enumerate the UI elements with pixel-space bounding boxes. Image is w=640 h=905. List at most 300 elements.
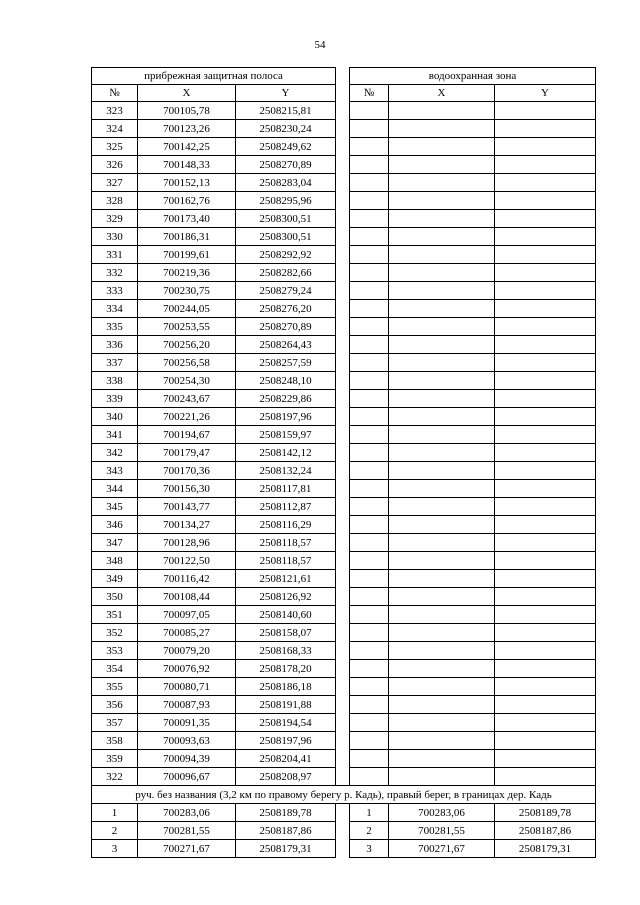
table-row [92,534,596,552]
empty-cell [389,264,495,282]
y-coordinate-cell: 2508159,97 [236,426,336,444]
column-gap [336,68,350,85]
x-coordinate-cell: 700281,55 [138,822,236,840]
empty-cell [350,732,389,750]
x-coordinate-cell: 700283,06 [389,804,495,822]
y-coordinate-cell: 2508270,89 [236,318,336,336]
empty-cell [350,534,389,552]
empty-cell [495,660,596,678]
empty-cell [389,228,495,246]
empty-cell [495,120,596,138]
column-gap [336,714,350,732]
x-coordinate-cell: 700097,05 [138,606,236,624]
empty-cell [495,102,596,120]
empty-cell [389,768,495,786]
point-number-cell: 338 [92,372,138,390]
page-number: 54 [314,39,326,51]
x-coordinate-cell: 700142,25 [138,138,236,156]
column-gap [336,462,350,480]
empty-cell [389,696,495,714]
x-coordinate-cell: 700230,75 [138,282,236,300]
empty-cell [350,354,389,372]
point-number-cell: 356 [92,696,138,714]
empty-cell [389,156,495,174]
point-number-cell: 336 [92,336,138,354]
empty-cell [350,102,389,120]
table-row [92,552,596,570]
empty-cell [495,174,596,192]
empty-cell [495,300,596,318]
empty-cell [495,498,596,516]
x-coordinate-cell: 700162,76 [138,192,236,210]
point-number-cell: 335 [92,318,138,336]
table-row [92,246,596,264]
y-coordinate-cell: 2508191,88 [236,696,336,714]
empty-cell [350,444,389,462]
empty-cell [495,624,596,642]
table-row [92,264,596,282]
column-gap [336,822,350,840]
point-number-cell: 348 [92,552,138,570]
empty-cell [495,444,596,462]
empty-cell [350,228,389,246]
empty-cell [350,696,389,714]
x-coordinate-cell: 700122,50 [138,552,236,570]
x-coordinate-cell: 700173,40 [138,210,236,228]
point-number-cell: 358 [92,732,138,750]
x-coordinate-cell: 700094,39 [138,750,236,768]
empty-cell [350,300,389,318]
left-section-title: прибрежная защитная полоса [92,68,336,85]
x-coordinate-cell: 700076,92 [138,660,236,678]
x-coordinate-cell: 700105,78 [138,102,236,120]
table-row [92,570,596,588]
x-coordinate-cell: 700116,42 [138,570,236,588]
empty-cell [389,426,495,444]
y-coordinate-cell: 2508230,24 [236,120,336,138]
y-coordinate-cell: 2508300,51 [236,228,336,246]
point-number-cell: 359 [92,750,138,768]
y-coordinate-cell: 2508116,29 [236,516,336,534]
x-coordinate-cell: 700256,58 [138,354,236,372]
table-row [92,426,596,444]
empty-cell [389,534,495,552]
column-gap [336,102,350,120]
point-number-cell: 326 [92,156,138,174]
y-coordinate-cell: 2508158,07 [236,624,336,642]
empty-cell [389,192,495,210]
empty-cell [495,696,596,714]
table-row [92,444,596,462]
point-number-cell: 1 [350,804,389,822]
empty-cell [495,714,596,732]
y-coordinate-cell: 2508187,86 [236,822,336,840]
column-gap [336,534,350,552]
point-number-cell: 350 [92,588,138,606]
empty-cell [350,264,389,282]
point-number-cell: 351 [92,606,138,624]
x-coordinate-cell: 700179,47 [138,444,236,462]
empty-cell [495,336,596,354]
table-row [92,282,596,300]
x-coordinate-cell: 700186,31 [138,228,236,246]
empty-cell [350,624,389,642]
point-number-cell: 330 [92,228,138,246]
empty-cell [389,444,495,462]
column-gap [336,192,350,210]
table-row [92,768,596,786]
empty-cell [389,678,495,696]
empty-cell [389,120,495,138]
section-title: руч. без названия (3,2 км по правому берегу р. Кадь), правый берег, в границах дер. Кадь [92,786,596,804]
y-coordinate-cell: 2508249,62 [236,138,336,156]
column-gap [336,210,350,228]
column-gap [336,570,350,588]
y-coordinate-cell: 2508282,66 [236,264,336,282]
column-gap [336,228,350,246]
column-gap [336,156,350,174]
empty-cell [495,156,596,174]
column-gap [336,85,350,102]
empty-cell [389,462,495,480]
empty-cell [350,498,389,516]
empty-cell [389,552,495,570]
empty-cell [350,282,389,300]
y-coordinate-cell: 2508292,92 [236,246,336,264]
empty-cell [389,714,495,732]
column-gap [336,678,350,696]
empty-cell [389,480,495,498]
column-gap [336,408,350,426]
empty-cell [495,192,596,210]
empty-cell [389,282,495,300]
x-coordinate-cell: 700271,67 [138,840,236,858]
empty-cell [350,408,389,426]
column-gap [336,606,350,624]
table-row [92,156,596,174]
point-number-cell: 349 [92,570,138,588]
empty-cell [389,408,495,426]
table-row [92,750,596,768]
y-coordinate-cell: 2508179,31 [236,840,336,858]
y-coordinate-cell: 2508197,96 [236,732,336,750]
x-coordinate-cell: 700134,27 [138,516,236,534]
empty-cell [389,372,495,390]
column-gap [336,480,350,498]
point-number-cell: 331 [92,246,138,264]
y-coordinate-cell: 2508295,96 [236,192,336,210]
empty-cell [495,462,596,480]
table-row [92,318,596,336]
table-row [92,336,596,354]
y-coordinate-cell: 2508112,87 [236,498,336,516]
empty-cell [495,570,596,588]
column-gap [336,390,350,408]
x-coordinate-cell: 700271,67 [389,840,495,858]
empty-cell [389,606,495,624]
point-number-cell: 346 [92,516,138,534]
empty-cell [495,318,596,336]
table-row [92,714,596,732]
table-row [92,372,596,390]
x-coordinate-cell: 700219,36 [138,264,236,282]
right-col-no-header: № [350,85,389,102]
column-gap [336,264,350,282]
x-coordinate-cell: 700283,06 [138,804,236,822]
empty-cell [495,210,596,228]
x-coordinate-cell: 700256,20 [138,336,236,354]
empty-cell [389,588,495,606]
y-coordinate-cell: 2508270,89 [236,156,336,174]
point-number-cell: 345 [92,498,138,516]
empty-cell [350,750,389,768]
empty-cell [389,660,495,678]
point-number-cell: 353 [92,642,138,660]
empty-cell [389,210,495,228]
empty-cell [389,318,495,336]
point-number-cell: 352 [92,624,138,642]
empty-cell [495,606,596,624]
empty-cell [389,300,495,318]
point-number-cell: 340 [92,408,138,426]
point-number-cell: 337 [92,354,138,372]
empty-cell [495,552,596,570]
y-coordinate-cell: 2508126,92 [236,588,336,606]
left-col-x-header: X [138,85,236,102]
point-number-cell: 357 [92,714,138,732]
empty-cell [350,120,389,138]
column-gap [336,318,350,336]
x-coordinate-cell: 700096,67 [138,768,236,786]
y-coordinate-cell: 2508187,86 [495,822,596,840]
empty-cell [389,138,495,156]
empty-cell [350,714,389,732]
y-coordinate-cell: 2508186,18 [236,678,336,696]
empty-cell [495,480,596,498]
y-coordinate-cell: 2508300,51 [236,210,336,228]
table-row [92,210,596,228]
column-gap [336,246,350,264]
column-gap [336,696,350,714]
empty-cell [495,750,596,768]
coordinates-table [91,67,596,858]
point-number-cell: 2 [350,822,389,840]
empty-cell [389,642,495,660]
x-coordinate-cell: 700085,27 [138,624,236,642]
point-number-cell: 333 [92,282,138,300]
empty-cell [350,570,389,588]
table-row [92,660,596,678]
empty-cell [350,372,389,390]
x-coordinate-cell: 700194,67 [138,426,236,444]
column-gap [336,750,350,768]
table-row [92,822,596,840]
point-number-cell: 334 [92,300,138,318]
table-row [92,588,596,606]
y-coordinate-cell: 2508179,31 [495,840,596,858]
empty-cell [350,156,389,174]
y-coordinate-cell: 2508142,12 [236,444,336,462]
column-gap [336,372,350,390]
y-coordinate-cell: 2508276,20 [236,300,336,318]
point-number-cell: 343 [92,462,138,480]
table-row [92,678,596,696]
column-gap [336,840,350,858]
column-gap [336,552,350,570]
empty-cell [495,354,596,372]
table-row [92,102,596,120]
empty-cell [389,516,495,534]
column-gap [336,768,350,786]
y-coordinate-cell: 2508197,96 [236,408,336,426]
point-number-cell: 1 [92,804,138,822]
empty-cell [495,768,596,786]
empty-cell [389,246,495,264]
empty-cell [350,246,389,264]
empty-cell [350,390,389,408]
table-title-row [92,68,596,85]
empty-cell [495,534,596,552]
table-row [92,300,596,318]
x-coordinate-cell: 700156,30 [138,480,236,498]
column-gap [336,732,350,750]
empty-cell [350,516,389,534]
point-number-cell: 342 [92,444,138,462]
y-coordinate-cell: 2508264,43 [236,336,336,354]
x-coordinate-cell: 700254,30 [138,372,236,390]
table-row [92,624,596,642]
y-coordinate-cell: 2508229,86 [236,390,336,408]
column-gap [336,588,350,606]
x-coordinate-cell: 700152,13 [138,174,236,192]
x-coordinate-cell: 700281,55 [389,822,495,840]
empty-cell [495,282,596,300]
x-coordinate-cell: 700143,77 [138,498,236,516]
empty-cell [350,318,389,336]
empty-cell [350,768,389,786]
empty-cell [495,408,596,426]
empty-cell [389,102,495,120]
column-gap [336,444,350,462]
empty-cell [495,426,596,444]
section-title-row [92,786,596,804]
column-gap [336,426,350,444]
empty-cell [350,552,389,570]
empty-cell [389,174,495,192]
column-gap [336,498,350,516]
table-row [92,174,596,192]
column-gap [336,642,350,660]
empty-cell [389,750,495,768]
y-coordinate-cell: 2508279,24 [236,282,336,300]
x-coordinate-cell: 700221,26 [138,408,236,426]
empty-cell [495,588,596,606]
empty-cell [389,354,495,372]
table-row [92,606,596,624]
column-gap [336,624,350,642]
y-coordinate-cell: 2508168,33 [236,642,336,660]
y-coordinate-cell: 2508118,57 [236,552,336,570]
empty-cell [389,336,495,354]
empty-cell [389,624,495,642]
table-row [92,480,596,498]
y-coordinate-cell: 2508208,97 [236,768,336,786]
point-number-cell: 325 [92,138,138,156]
right-col-y-header: Y [495,85,596,102]
y-coordinate-cell: 2508283,04 [236,174,336,192]
y-coordinate-cell: 2508204,41 [236,750,336,768]
point-number-cell: 355 [92,678,138,696]
column-gap [336,660,350,678]
y-coordinate-cell: 2508132,24 [236,462,336,480]
y-coordinate-cell: 2508178,20 [236,660,336,678]
table-row [92,804,596,822]
x-coordinate-cell: 700080,71 [138,678,236,696]
empty-cell [350,660,389,678]
table-row [92,138,596,156]
point-number-cell: 341 [92,426,138,444]
table-row [92,462,596,480]
point-number-cell: 347 [92,534,138,552]
empty-cell [495,390,596,408]
left-col-y-header: Y [236,85,336,102]
y-coordinate-cell: 2508189,78 [495,804,596,822]
column-gap [336,516,350,534]
empty-cell [495,138,596,156]
empty-cell [350,210,389,228]
column-gap [336,138,350,156]
x-coordinate-cell: 700244,05 [138,300,236,318]
empty-cell [350,462,389,480]
empty-cell [495,732,596,750]
point-number-cell: 332 [92,264,138,282]
empty-cell [389,732,495,750]
empty-cell [350,336,389,354]
column-gap [336,282,350,300]
point-number-cell: 339 [92,390,138,408]
empty-cell [495,228,596,246]
point-number-cell: 322 [92,768,138,786]
x-coordinate-cell: 700093,63 [138,732,236,750]
table-row [92,642,596,660]
empty-cell [495,264,596,282]
column-gap [336,300,350,318]
table-row [92,696,596,714]
point-number-cell: 324 [92,120,138,138]
empty-cell [495,246,596,264]
x-coordinate-cell: 700091,35 [138,714,236,732]
left-col-no-header: № [92,85,138,102]
right-col-x-header: X [389,85,495,102]
table-row [92,516,596,534]
x-coordinate-cell: 700079,20 [138,642,236,660]
x-coordinate-cell: 700170,36 [138,462,236,480]
y-coordinate-cell: 2508140,60 [236,606,336,624]
column-gap [336,174,350,192]
column-gap [336,804,350,822]
x-coordinate-cell: 700148,33 [138,156,236,174]
empty-cell [350,174,389,192]
empty-cell [350,426,389,444]
table-row [92,732,596,750]
point-number-cell: 328 [92,192,138,210]
table-row [92,408,596,426]
point-number-cell: 3 [350,840,389,858]
column-gap [336,120,350,138]
table-header-row [92,85,596,102]
table-row [92,354,596,372]
y-coordinate-cell: 2508194,54 [236,714,336,732]
